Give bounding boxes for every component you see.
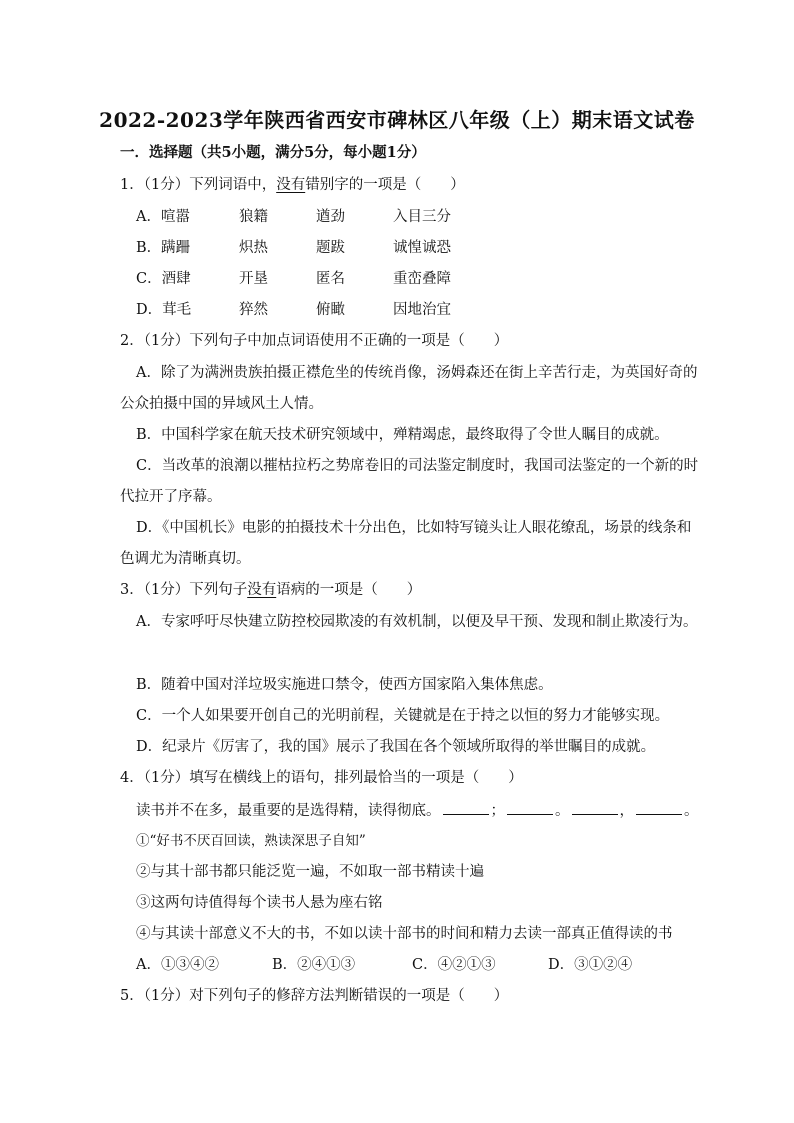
q2-line: D．《中国机长》电影的拍摄技术十分出色，比如特写镜头让人眼花缭乱，场景的线条和 — [136, 520, 692, 536]
q3-option-a: A．专家呼吁尽快建立防控校园欺凌的有效机制，以便及早干预、发现和制止欺凌行为。 — [136, 614, 698, 630]
q1-option-c-3: 匿名 — [316, 271, 345, 287]
q4-punct: ， — [619, 803, 634, 819]
question-1-stem — [120, 175, 465, 195]
q4-passage-text: 读书并不在多，最重要的是选得精，读得彻底。 — [136, 803, 441, 819]
q4-item-4: ④与其读十部意义不大的书，不如以读十部书的时间和精力去读一部真正值得读的书 — [136, 926, 673, 942]
q3-option-b: B．随着中国对洋垃圾实施进口禁令，使西方国家陷入集体焦虑。 — [136, 677, 553, 693]
q4-option-c: C．④②①③ — [412, 957, 496, 973]
fill-blank — [507, 800, 553, 815]
question-2-stem: 2．（1分）下列句子中加点词语使用不正确的一项是（ ） — [120, 333, 509, 349]
q1-option-c-1: C．酒肆 — [136, 271, 191, 287]
q1-option-d-1: D．茸毛 — [136, 302, 192, 318]
section-heading: 一．选择题（共5小题，满分5分，每小题1分） — [120, 144, 426, 161]
q4-option-d: D．③①②④ — [548, 957, 633, 973]
q1-stem-pre: 1．（1分）下列词语中， — [120, 177, 277, 193]
fill-blank — [572, 800, 618, 815]
q3-option-c: C．一个人如果要开创自己的光明前程，关键就是在于持之以恒的努力才能够实现。 — [136, 708, 670, 724]
q1-option-a-3: 遒劲 — [316, 209, 345, 225]
q4-item-2: ②与其十部书都只能泛览一遍，不如取一部书精读十遍 — [136, 864, 484, 880]
q3-option-d: D．纪录片《厉害了，我的国》展示了我国在各个领域所取得的举世瞩目的成就。 — [136, 739, 656, 755]
question-3-stem — [120, 580, 421, 600]
q1-option-d-3: 俯瞰 — [316, 302, 345, 318]
fill-blank — [636, 800, 682, 815]
q1-stem-mark: 没有 — [276, 177, 306, 193]
question-5-stem: 5．（1分）对下列句子的修辞方法判断错误的一项是（ ） — [120, 988, 509, 1004]
q2-line: A．除了为满洲贵族拍摄正襟危坐的传统肖像，汤姆森还在街上辛苦行走，为英国好奇的 — [136, 365, 698, 381]
q1-option-b-3: 题跋 — [316, 240, 345, 256]
q4-passage — [136, 800, 699, 821]
q4-item-3: ③这两句诗值得每个读书人悬为座右铭 — [136, 895, 383, 911]
q4-item-1: ①“好书不厌百回读，熟读深思子自知” — [136, 833, 366, 849]
q1-option-d-4: 因地治宜 — [393, 302, 451, 318]
exam-title: 2022-2023学年陕西省西安市碑林区八年级（上）期末语文试卷 — [99, 108, 695, 132]
q4-punct: ； — [490, 803, 505, 819]
q3-stem-mark: 没有 — [247, 582, 277, 598]
q3-stem-pre: 3．（1分）下列句子 — [120, 582, 248, 598]
q4-option-a: A．①③④② — [136, 957, 219, 973]
q4-option-b: B．②④①③ — [272, 957, 356, 973]
q1-option-c-2: 开垦 — [239, 271, 268, 287]
q4-punct: 。 — [555, 803, 570, 819]
q1-stem-post: 错别字的一项是（ ） — [305, 177, 465, 193]
q1-option-b-2: 炽热 — [239, 240, 268, 256]
q2-line: 色调尤为清晰真切。 — [120, 551, 251, 567]
question-4-stem: 4．（1分）填写在横线上的语句，排列最恰当的一项是（ ） — [120, 770, 523, 786]
q1-option-c-4: 重峦叠障 — [393, 271, 451, 287]
q2-line: 代拉开了序幕。 — [120, 489, 222, 505]
q4-punct: 。 — [684, 803, 699, 819]
q2-line: C．当改革的浪潮以摧枯拉朽之势席卷旧的司法鉴定制度时，我国司法鉴定的一个新的时 — [136, 458, 699, 474]
q1-option-b-4: 诚惶诚恐 — [393, 240, 451, 256]
q2-line: 公众拍摄中国的异域风土人情。 — [120, 396, 323, 412]
fill-blank — [443, 800, 489, 815]
q2-line: B．中国科学家在航天技术研究领域中，殚精竭虑，最终取得了令世人瞩目的成就。 — [136, 427, 669, 443]
q1-option-a-4: 入目三分 — [393, 209, 451, 225]
q1-option-a-1: A．喧嚣 — [136, 209, 190, 225]
q3-stem-post: 语病的一项是（ ） — [276, 582, 422, 598]
q1-option-a-2: 狼籍 — [239, 209, 268, 225]
q1-option-d-2: 猝然 — [239, 302, 268, 318]
q1-option-b-1: B．蹒跚 — [136, 240, 191, 256]
